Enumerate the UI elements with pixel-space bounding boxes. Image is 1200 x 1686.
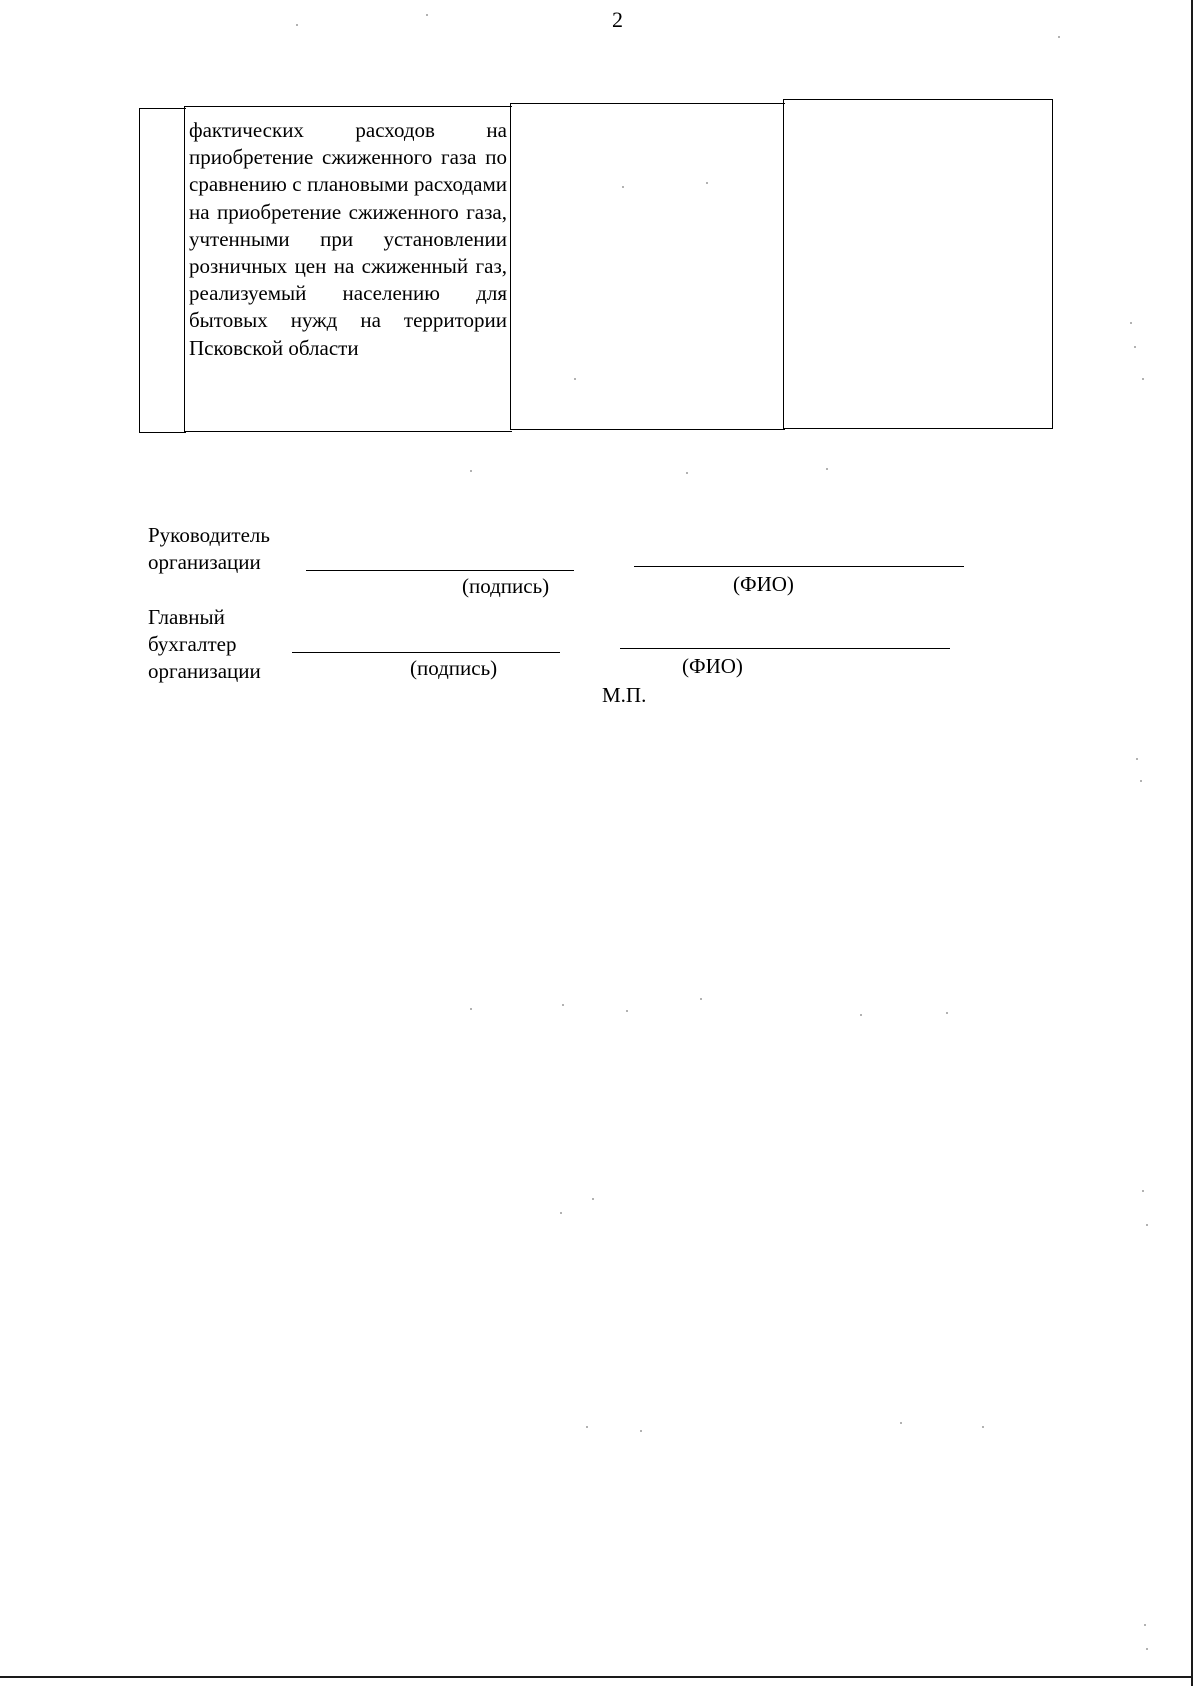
accountant-signature-line	[292, 652, 560, 653]
accountant-name-line	[620, 648, 950, 649]
head-name-line	[634, 566, 964, 567]
head-label-line2: организации	[148, 550, 261, 574]
scan-edge-bottom	[0, 1676, 1193, 1678]
table-cell-empty-2	[783, 99, 1053, 429]
table-cell-number	[139, 108, 186, 433]
accountant-name-caption: (ФИО)	[682, 654, 743, 678]
page-number: 2	[612, 7, 623, 32]
head-signature-caption: (подпись)	[462, 574, 550, 598]
accountant-signature-caption: (подпись)	[410, 656, 498, 680]
head-label-line1: Руководитель	[148, 523, 270, 547]
accountant-label-line3: организации	[148, 659, 261, 683]
accountant-label-line1: Главный	[148, 605, 225, 629]
head-name-caption: (ФИО)	[733, 572, 794, 596]
scan-edge-right	[1191, 0, 1193, 1686]
table-cell-empty-1	[510, 103, 785, 430]
accountant-label-line2: бухгалтер	[148, 632, 237, 656]
head-signature-line	[306, 570, 574, 571]
table-cell-text: фактических расходов на приобретение сжиженного газа по сравнению с плановыми расходами на приобретение сжиженного газа, учтенными при установлении розничных цен на сжиженный газ, реализуемый населению для бытовых нужд на территории Псковской области	[189, 118, 507, 360]
stamp-place-label: М.П.	[602, 683, 647, 707]
